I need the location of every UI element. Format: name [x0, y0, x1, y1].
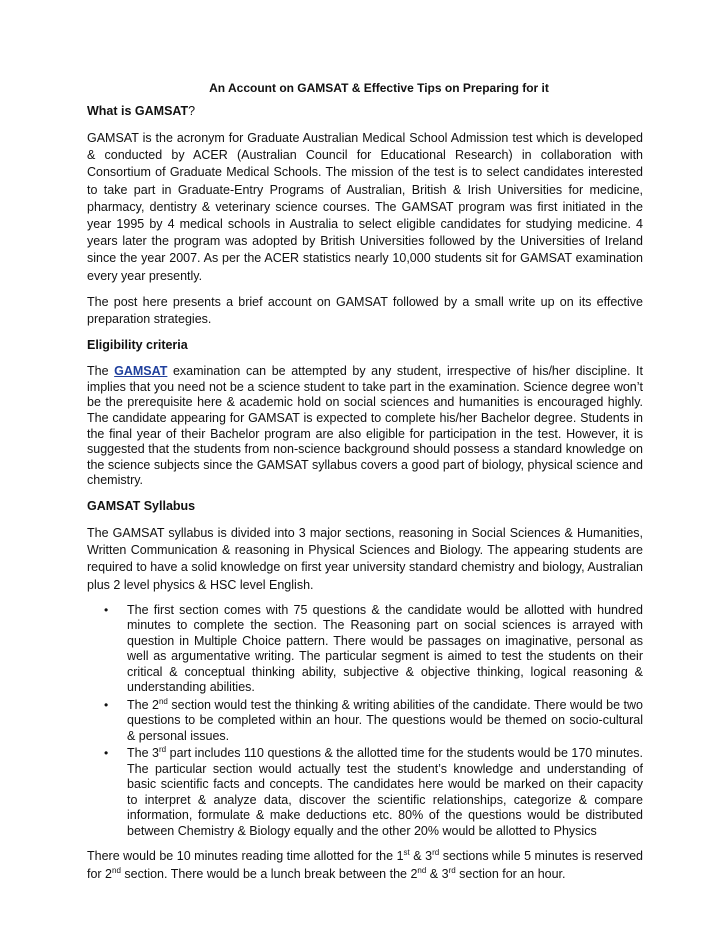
document-title: An Account on GAMSAT & Effective Tips on Preparing for it [209, 81, 549, 95]
heading-eligibility: Eligibility criteria [87, 338, 188, 353]
ordinal-suffix: nd [112, 865, 121, 875]
bullet-text-cont: section would test the thinking & writing abilities of the candidate. There would be two questions to be completed within an hour. The questions would be themed on socio-cultural & personal issues. [127, 697, 644, 743]
eligibility-lead: The [87, 364, 115, 379]
timing-text: section for an hour. [455, 866, 566, 881]
eligibility-text: examination can be attempted by any student, irrespective of his/her discipline. It implies that you need not be a science student to take part in the examination. Science degree won’t be the prerequisite here & academic hold on social sciences and humanities is encouraged highly. The candidate appearing for GAMSAT is expected to complete his/her Bachelor degree. Students in the final year of their Bachelor program are also eligible for participation in the test. However, it is suggested that the students from non-science background should possess a standard knowledge on the science subjects since the GAMSAT syllabus covers a good part of biology, physical science and chemistry. [87, 364, 644, 488]
gamsat-link[interactable]: GAMSAT [114, 364, 168, 379]
bullet-text: The 3 [127, 746, 159, 761]
bullet-text: The first section comes with 75 questions & the candidate would be allotted with hundred minutes to complete the section. The Reasoning part on social sciences is arrayed with question in Multiple Choice pattern. There would be passages on imaginative, personal as well as argumentative writing. The particular segment is aimed to test the students on their critical & conceptual thinking ability, subjective & objective thinking, logical reasoning & understanding abilities. [127, 602, 643, 695]
bullet-icon: • [104, 697, 109, 712]
bullet-icon: • [104, 746, 109, 761]
paragraph-post-intro: The post here presents a brief account on GAMSAT followed by a small write up on its effective preparation strategies. [87, 294, 643, 327]
heading-text: What is GAMSAT [87, 104, 189, 118]
list-item-section-2 [87, 698, 643, 745]
list-item-section-3 [87, 746, 643, 839]
question-mark: ? [188, 104, 196, 118]
list-item-section-1 [87, 603, 643, 696]
heading-what-is-gamsat [87, 103, 643, 120]
timing-text: & 3 [409, 849, 433, 864]
paragraph-what-is: GAMSAT is the acronym for Graduate Australian Medical School Admission test which is developed & conducted by ACER (Australian Council for Educational Research) in collaboration with Consortium of Graduate Medical Schools. The mission of the test is to select candidates interested to take part in Graduate-Entry Programs of Australian, British & Irish Universities for medicine, pharmacy, dentistry & veterinary science courses. The GAMSAT program was first initiated in the year 1995 by 4 medical schools in Australia to select eligible candidates for studying medicine. 4 years later the program was adopted by British Universities followed by the Universities of Ireland since the year 2007. As per the ACER statistics nearly 10,000 students sit for GAMSAT examination every year presently. [87, 131, 643, 283]
ordinal-suffix: rd [448, 865, 456, 875]
ordinal-suffix: rd [432, 848, 440, 858]
timing-text: section. There would be a lunch break between the 2 [120, 866, 418, 881]
paragraph-syllabus-intro: The GAMSAT syllabus is divided into 3 major sections, reasoning in Social Sciences & Humanities, Written Communication & reasoning in Physical Sciences and Biology. The appearing students are required to have a solid knowledge on first year university standard chemistry and biology, Australian plus 2 level physics & HSC level English. [87, 525, 643, 592]
ordinal-suffix: nd [158, 696, 168, 706]
bullet-text-cont: part includes 110 questions & the allotted time for the students would be 170 minutes. The particular section would actually test the student’s knowledge and understanding of basic scientific facts and concepts. The candidates here would be marked on their capacity to interpret & analyze data, discover the scientific relationships, categorize & compare information, formulate & make deductions etc. 80% of the questions would be distributed between Chemistry & Biology equally and the other 20% would be allotted to Physics [127, 746, 643, 838]
timing-text: sections while 5 minutes is reserved for 2 [87, 849, 643, 881]
ordinal-suffix: nd [417, 865, 427, 875]
paragraph-eligibility [87, 364, 643, 489]
timing-text: There would be 10 minutes reading time allotted for the 1 [87, 849, 404, 864]
ordinal-suffix: st [403, 848, 410, 858]
ordinal-suffix: rd [159, 745, 167, 755]
document-body [87, 80, 643, 892]
bullet-icon: • [104, 602, 109, 617]
syllabus-bullet-list [87, 603, 643, 840]
paragraph-timing [87, 848, 643, 882]
heading-syllabus: GAMSAT Syllabus [87, 498, 196, 513]
timing-text: & 3 [426, 866, 449, 881]
bullet-text: The 2 [127, 697, 159, 712]
